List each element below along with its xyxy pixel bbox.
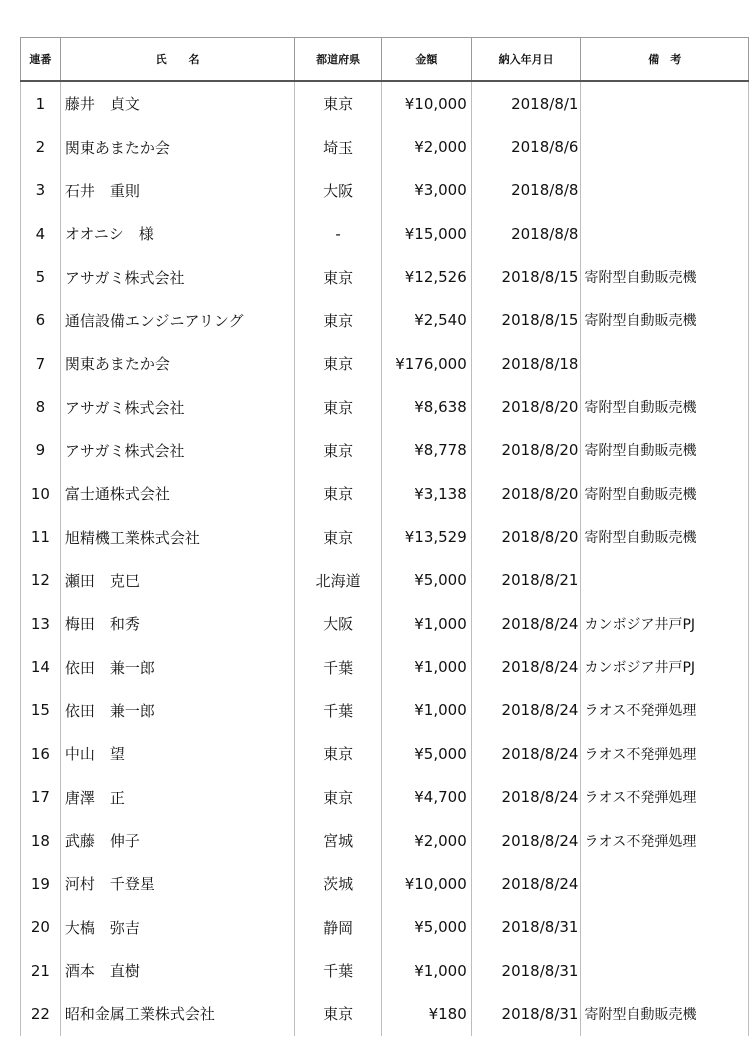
cell-prefecture: 千葉 <box>295 689 382 732</box>
header-date: 納入年月日 <box>471 38 581 82</box>
cell-no: 18 <box>21 819 61 862</box>
cell-note <box>581 862 749 905</box>
cell-amount: ¥8,778 <box>381 429 471 472</box>
table-row <box>21 385 749 428</box>
cell-amount: ¥2,540 <box>381 299 471 342</box>
cell-amount: ¥1,000 <box>381 949 471 992</box>
cell-note: ラオス不発弾処理 <box>581 689 749 732</box>
table-row <box>21 602 749 645</box>
table-row <box>21 125 749 168</box>
header-prefecture: 都道府県 <box>295 38 382 82</box>
cell-no: 19 <box>21 862 61 905</box>
table-row <box>21 559 749 602</box>
cell-date: 2018/8/20 <box>471 515 581 558</box>
cell-no: 12 <box>21 559 61 602</box>
table-row <box>21 819 749 862</box>
cell-no: 4 <box>21 212 61 255</box>
cell-prefecture: 東京 <box>295 776 382 819</box>
cell-note: 寄附型自動販売機 <box>581 385 749 428</box>
table-row <box>21 255 749 298</box>
cell-amount: ¥5,000 <box>381 559 471 602</box>
cell-amount: ¥5,000 <box>381 732 471 775</box>
cell-date: 2018/8/24 <box>471 776 581 819</box>
cell-name: 依田 兼一郎 <box>60 689 294 732</box>
cell-date: 2018/8/21 <box>471 559 581 602</box>
cell-amount: ¥180 <box>381 992 471 1035</box>
cell-amount: ¥10,000 <box>381 862 471 905</box>
cell-prefecture: 北海道 <box>295 559 382 602</box>
table-row <box>21 299 749 342</box>
cell-prefecture: 千葉 <box>295 949 382 992</box>
cell-prefecture: - <box>295 212 382 255</box>
cell-amount: ¥8,638 <box>381 385 471 428</box>
cell-amount: ¥13,529 <box>381 515 471 558</box>
cell-name: 旭精機工業株式会社 <box>60 515 294 558</box>
cell-prefecture: 大阪 <box>295 169 382 212</box>
cell-note <box>581 906 749 949</box>
cell-note: ラオス不発弾処理 <box>581 732 749 775</box>
cell-name: 中山 望 <box>60 732 294 775</box>
table-row <box>21 906 749 949</box>
cell-no: 3 <box>21 169 61 212</box>
cell-date: 2018/8/24 <box>471 602 581 645</box>
cell-date: 2018/8/8 <box>471 169 581 212</box>
cell-amount: ¥2,000 <box>381 125 471 168</box>
cell-no: 11 <box>21 515 61 558</box>
cell-note: 寄附型自動販売機 <box>581 255 749 298</box>
cell-date: 2018/8/24 <box>471 732 581 775</box>
table-row <box>21 689 749 732</box>
cell-no: 13 <box>21 602 61 645</box>
cell-name: アサガミ株式会社 <box>60 255 294 298</box>
cell-amount: ¥3,138 <box>381 472 471 515</box>
cell-prefecture: 東京 <box>295 992 382 1035</box>
cell-name: 昭和金属工業株式会社 <box>60 992 294 1035</box>
table-row <box>21 472 749 515</box>
cell-amount: ¥1,000 <box>381 689 471 732</box>
cell-date: 2018/8/20 <box>471 385 581 428</box>
cell-note <box>581 169 749 212</box>
cell-note <box>581 81 749 125</box>
cell-prefecture: 東京 <box>295 255 382 298</box>
table-row <box>21 429 749 472</box>
cell-amount: ¥1,000 <box>381 645 471 688</box>
cell-name: 依田 兼一郎 <box>60 645 294 688</box>
cell-date: 2018/8/15 <box>471 255 581 298</box>
cell-no: 20 <box>21 906 61 949</box>
cell-amount: ¥1,000 <box>381 602 471 645</box>
table-row <box>21 342 749 385</box>
cell-no: 9 <box>21 429 61 472</box>
cell-prefecture: 静岡 <box>295 906 382 949</box>
donation-table <box>20 37 749 1036</box>
cell-amount: ¥4,700 <box>381 776 471 819</box>
cell-name: 瀬田 克巳 <box>60 559 294 602</box>
header-amount: 金額 <box>381 38 471 82</box>
cell-amount: ¥5,000 <box>381 906 471 949</box>
cell-date: 2018/8/1 <box>471 81 581 125</box>
cell-note: ラオス不発弾処理 <box>581 819 749 862</box>
cell-note <box>581 559 749 602</box>
cell-date: 2018/8/31 <box>471 992 581 1035</box>
cell-name: 武藤 伸子 <box>60 819 294 862</box>
cell-note: カンボジア井戸PJ <box>581 645 749 688</box>
cell-date: 2018/8/20 <box>471 429 581 472</box>
cell-prefecture: 東京 <box>295 429 382 472</box>
cell-name: 唐澤 正 <box>60 776 294 819</box>
table-row <box>21 515 749 558</box>
cell-date: 2018/8/15 <box>471 299 581 342</box>
header-note: 備 考 <box>581 38 749 82</box>
cell-date: 2018/8/8 <box>471 212 581 255</box>
cell-no: 21 <box>21 949 61 992</box>
cell-prefecture: 東京 <box>295 515 382 558</box>
cell-name: アサガミ株式会社 <box>60 429 294 472</box>
cell-name: 藤井 貞文 <box>60 81 294 125</box>
cell-no: 10 <box>21 472 61 515</box>
cell-note: ラオス不発弾処理 <box>581 776 749 819</box>
table-row <box>21 81 749 125</box>
cell-name: 関東あまたか会 <box>60 342 294 385</box>
cell-note: 寄附型自動販売機 <box>581 472 749 515</box>
cell-date: 2018/8/24 <box>471 862 581 905</box>
cell-amount: ¥10,000 <box>381 81 471 125</box>
cell-no: 7 <box>21 342 61 385</box>
cell-no: 14 <box>21 645 61 688</box>
cell-prefecture: 埼玉 <box>295 125 382 168</box>
cell-no: 22 <box>21 992 61 1035</box>
cell-amount: ¥2,000 <box>381 819 471 862</box>
cell-date: 2018/8/24 <box>471 819 581 862</box>
cell-name: 河村 千登星 <box>60 862 294 905</box>
header-name: 氏 名 <box>60 38 294 82</box>
cell-name: 富士通株式会社 <box>60 472 294 515</box>
cell-note: 寄附型自動販売機 <box>581 429 749 472</box>
cell-date: 2018/8/20 <box>471 472 581 515</box>
cell-amount: ¥176,000 <box>381 342 471 385</box>
table-row <box>21 645 749 688</box>
table-row <box>21 949 749 992</box>
cell-prefecture: 千葉 <box>295 645 382 688</box>
cell-prefecture: 東京 <box>295 732 382 775</box>
cell-date: 2018/8/6 <box>471 125 581 168</box>
cell-no: 6 <box>21 299 61 342</box>
cell-no: 5 <box>21 255 61 298</box>
cell-note: カンボジア井戸PJ <box>581 602 749 645</box>
header-row <box>21 38 749 82</box>
cell-note: 寄附型自動販売機 <box>581 992 749 1035</box>
cell-date: 2018/8/18 <box>471 342 581 385</box>
cell-note <box>581 342 749 385</box>
cell-date: 2018/8/24 <box>471 689 581 732</box>
cell-name: 梅田 和秀 <box>60 602 294 645</box>
table-row <box>21 169 749 212</box>
table-row <box>21 212 749 255</box>
cell-date: 2018/8/31 <box>471 949 581 992</box>
cell-no: 2 <box>21 125 61 168</box>
table-row <box>21 732 749 775</box>
cell-date: 2018/8/31 <box>471 906 581 949</box>
cell-amount: ¥12,526 <box>381 255 471 298</box>
table-row <box>21 776 749 819</box>
cell-prefecture: 東京 <box>295 385 382 428</box>
table-row <box>21 992 749 1035</box>
cell-prefecture: 茨城 <box>295 862 382 905</box>
cell-no: 8 <box>21 385 61 428</box>
cell-no: 1 <box>21 81 61 125</box>
cell-date: 2018/8/24 <box>471 645 581 688</box>
cell-name: 大槗 弥吉 <box>60 906 294 949</box>
table-row <box>21 862 749 905</box>
cell-note <box>581 125 749 168</box>
cell-name: アサガミ株式会社 <box>60 385 294 428</box>
cell-prefecture: 東京 <box>295 342 382 385</box>
cell-name: 酒本 直樹 <box>60 949 294 992</box>
cell-prefecture: 東京 <box>295 81 382 125</box>
cell-no: 15 <box>21 689 61 732</box>
header-no: 連番 <box>21 38 61 82</box>
cell-no: 16 <box>21 732 61 775</box>
cell-name: オオニシ 様 <box>60 212 294 255</box>
cell-note <box>581 212 749 255</box>
cell-prefecture: 東京 <box>295 472 382 515</box>
cell-no: 17 <box>21 776 61 819</box>
cell-note: 寄附型自動販売機 <box>581 515 749 558</box>
cell-note: 寄附型自動販売機 <box>581 299 749 342</box>
cell-prefecture: 宮城 <box>295 819 382 862</box>
cell-prefecture: 大阪 <box>295 602 382 645</box>
cell-note <box>581 949 749 992</box>
cell-name: 石井 重則 <box>60 169 294 212</box>
cell-amount: ¥15,000 <box>381 212 471 255</box>
cell-amount: ¥3,000 <box>381 169 471 212</box>
cell-name: 関東あまたか会 <box>60 125 294 168</box>
cell-name: 通信設備エンジニアリング <box>60 299 294 342</box>
cell-prefecture: 東京 <box>295 299 382 342</box>
